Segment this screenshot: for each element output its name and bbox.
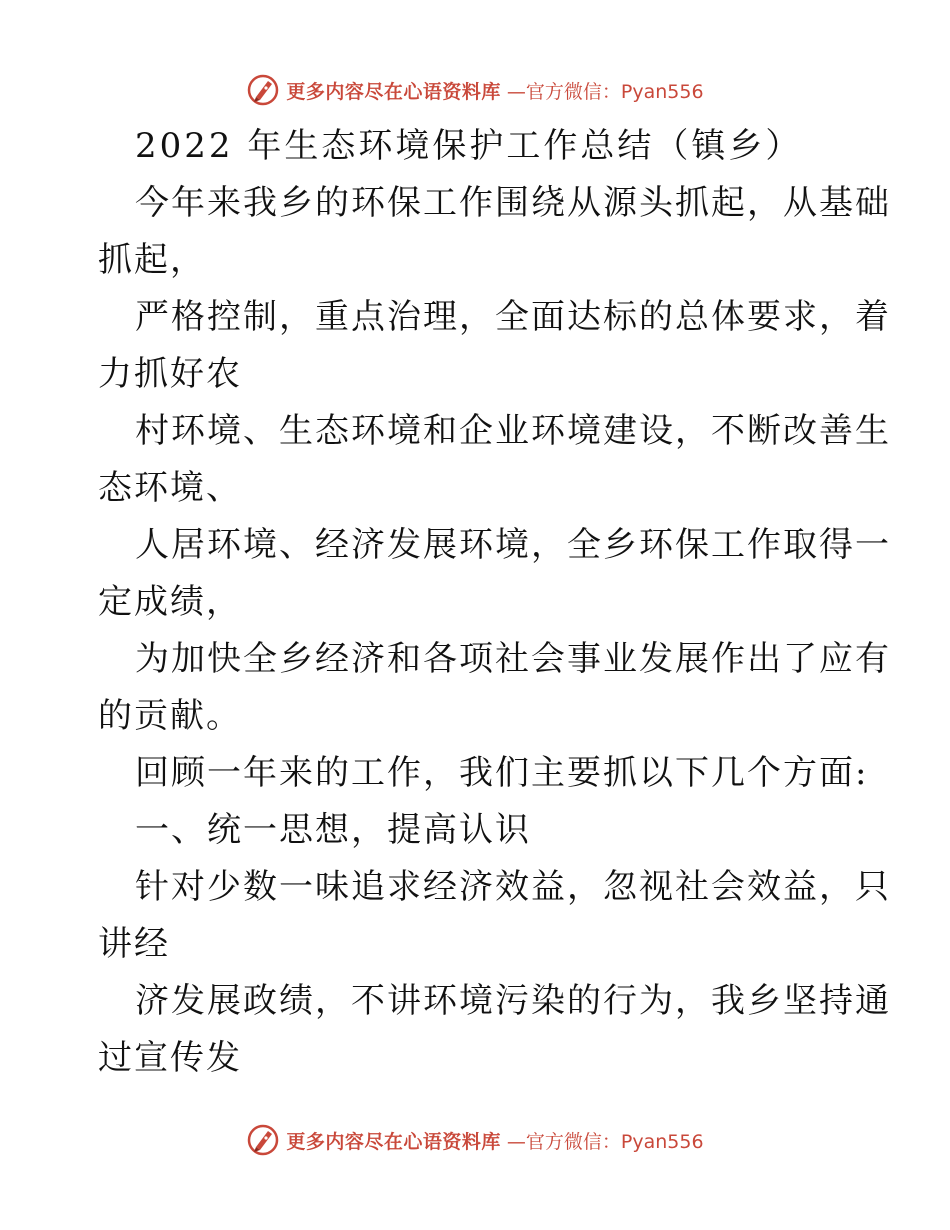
paragraph-line: 力抓好农	[98, 354, 242, 394]
paragraph-line: 的贡献。	[98, 696, 242, 736]
paragraph-line: 抓起，	[98, 240, 206, 280]
paragraph-line: 为加快全乡经济和各项社会事业发展作出了应有	[135, 639, 891, 679]
paragraph-line: 村环境、生态环境和企业环境建设，不断改善生	[135, 411, 891, 451]
footer-watermark	[0, 1120, 950, 1160]
header-watermark	[0, 70, 950, 110]
paragraph-line: 针对少数一味追求经济效益，忽视社会效益，只	[135, 867, 891, 907]
document-body	[98, 118, 891, 1087]
paragraph-line: 济发展政绩，不讲环境污染的行为，我乡坚持通	[135, 981, 891, 1021]
paragraph-line: 讲经	[98, 924, 170, 964]
paragraph-line: 态环境、	[98, 468, 242, 508]
watermark-sub-text: —官方微信：Pyan556	[506, 1130, 704, 1153]
pen-logo-icon	[246, 73, 280, 107]
paragraph-line: 今年来我乡的环保工作围绕从源头抓起，从基础	[135, 183, 891, 223]
watermark-main-text: 更多内容尽在心语资料库	[286, 1130, 501, 1153]
paragraph-line: 定成绩，	[98, 582, 242, 622]
paragraph-line: 过宣传发	[98, 1038, 242, 1078]
pen-logo-icon	[246, 1123, 280, 1157]
paragraph-line: 人居环境、经济发展环境，全乡环保工作取得一	[135, 525, 891, 565]
watermark-main-text: 更多内容尽在心语资料库	[286, 80, 501, 103]
paragraph-line: 严格控制，重点治理，全面达标的总体要求，着	[135, 297, 891, 337]
section-heading: 一、统一思想，提高认识	[135, 810, 531, 850]
watermark-sub-text: —官方微信：Pyan556	[506, 80, 704, 103]
paragraph-line: 回顾一年来的工作，我们主要抓以下几个方面:	[135, 753, 869, 793]
document-title: 2022 年生态环境保护工作总结（镇乡）	[135, 126, 803, 166]
